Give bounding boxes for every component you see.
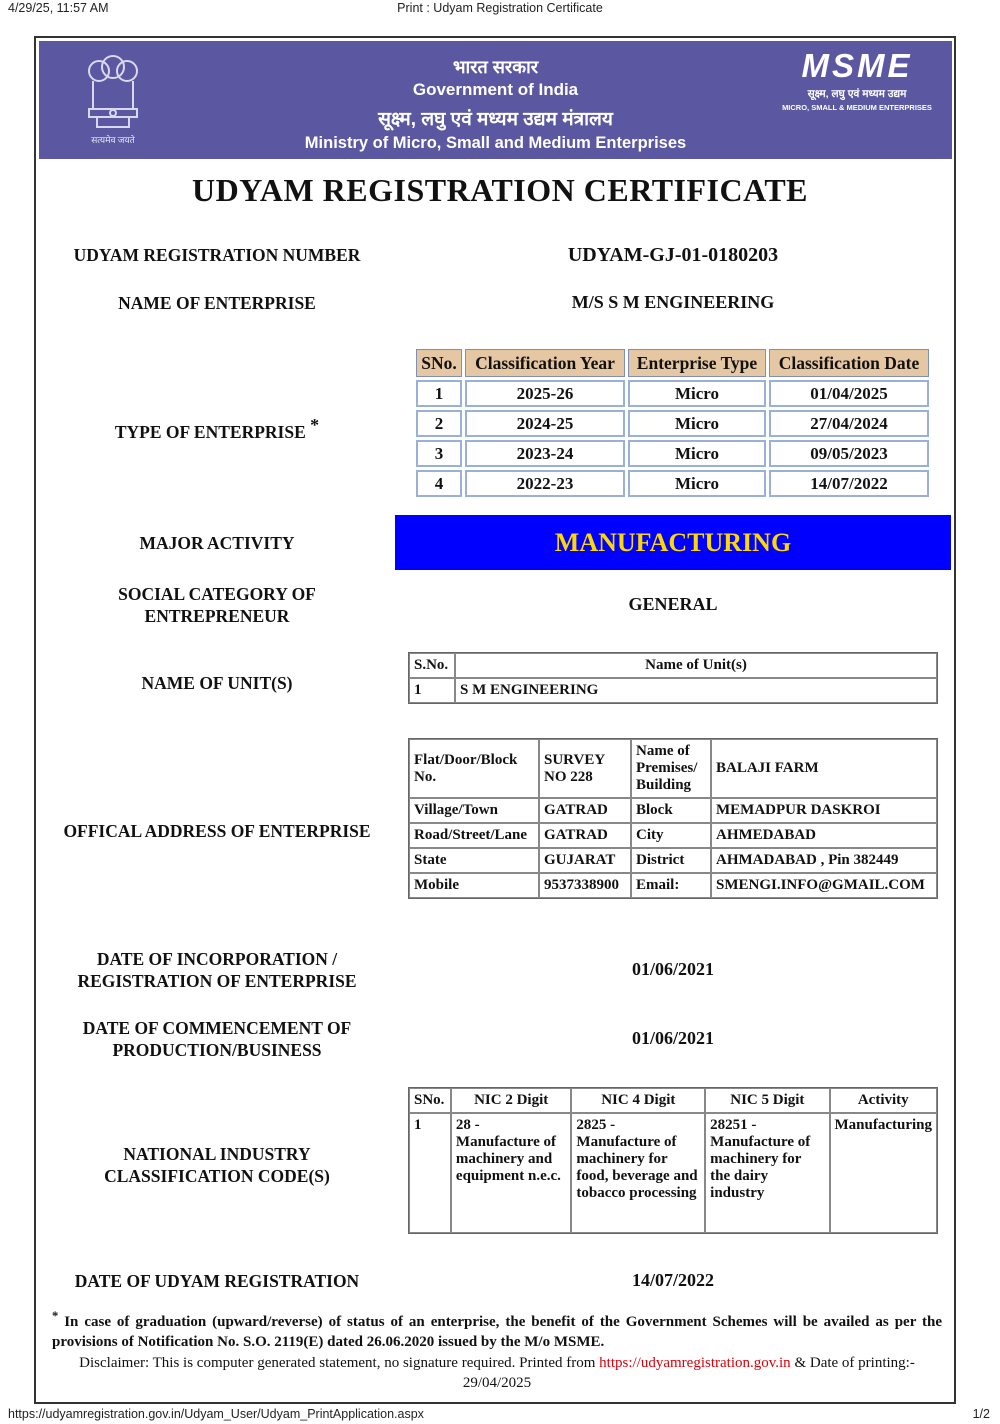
major-activity-label: MAJOR ACTIVITY xyxy=(139,533,295,553)
nic-header-row xyxy=(409,1088,937,1113)
table-cell: 2 xyxy=(416,410,462,437)
classification-header-row xyxy=(416,349,929,377)
table-cell: State xyxy=(409,848,539,873)
enterprise-name-value: M/S S M ENGINEERING xyxy=(571,292,775,312)
table-cell: GATRAD xyxy=(539,798,631,823)
table-cell: Micro xyxy=(628,380,766,407)
table-cell: GATRAD xyxy=(539,823,631,848)
table-cell: SMENGI.INFO@GMAIL.COM xyxy=(711,873,937,898)
units-label: NAME OF UNIT(S) xyxy=(141,673,293,693)
table-cell: Micro xyxy=(628,410,766,437)
table-cell: Manufacturing xyxy=(830,1113,938,1233)
banner-ministry: Ministry of Micro, Small and Medium Enterprises xyxy=(304,134,687,152)
msme-logo xyxy=(782,49,932,119)
emblem-motto: सत्यमेव जयते xyxy=(91,135,135,145)
print-page-number: 1/2 xyxy=(972,1407,990,1421)
disclaimer-link[interactable]: https://udyamregistration.gov.in xyxy=(599,1355,791,1371)
table-cell: Village/Town xyxy=(409,798,539,823)
disclaimer-text: & Date of printing:- xyxy=(794,1355,915,1371)
table-cell: S M ENGINEERING xyxy=(455,678,937,703)
classification-header: Classification Year xyxy=(465,349,625,377)
table-row xyxy=(409,678,937,703)
classification-header: Enterprise Type xyxy=(628,349,766,377)
nic-header: Activity xyxy=(830,1088,938,1113)
table-cell: 28 - Manufacture of machinery and equipment n.e.c. xyxy=(451,1113,572,1233)
nic-label-line: NATIONAL INDUSTRY xyxy=(123,1144,311,1164)
table-cell: Road/Street/Lane xyxy=(409,823,539,848)
print-footer xyxy=(0,1406,1000,1424)
table-cell: 2024-25 xyxy=(465,410,625,437)
type-label-star: * xyxy=(310,415,320,435)
social-category-label-line: ENTREPRENEUR xyxy=(144,606,290,626)
table-cell: City xyxy=(631,823,711,848)
table-cell: BALAJI FARM xyxy=(711,739,937,798)
disclaimer-date: 29/04/2025 xyxy=(462,1375,532,1391)
reg-number-value: UDYAM-GJ-01-0180203 xyxy=(567,244,779,266)
table-row xyxy=(409,873,937,898)
print-page-title: Print : Udyam Registration Certificate xyxy=(397,1,603,15)
banner-hindi-gov: भारत सरकार xyxy=(452,57,539,77)
table-cell: SURVEY NO 228 xyxy=(539,739,631,798)
commencement-label-line: PRODUCTION/BUSINESS xyxy=(112,1040,322,1060)
table-row xyxy=(409,848,937,873)
enterprise-name-label: NAME OF ENTERPRISE xyxy=(118,293,316,313)
msme-hindi: सूक्ष्म, लघु एवं मध्यम उद्यम xyxy=(807,88,907,100)
reg-number-label: UDYAM REGISTRATION NUMBER xyxy=(73,245,361,265)
print-header xyxy=(0,0,1000,18)
commencement-label xyxy=(37,1017,397,1061)
table-cell: 2825 - Manufacture of machinery for food, beverage and tobacco processing xyxy=(571,1113,705,1233)
units-header: Name of Unit(s) xyxy=(455,653,937,678)
table-row xyxy=(409,1113,937,1233)
social-category-label-line: SOCIAL CATEGORY OF xyxy=(118,584,316,604)
table-row xyxy=(409,798,937,823)
table-cell: 09/05/2023 xyxy=(769,440,929,467)
units-table xyxy=(408,652,938,704)
table-cell: Micro xyxy=(628,440,766,467)
print-datetime: 4/29/25, 11:57 AM xyxy=(8,1,109,15)
table-cell: Block xyxy=(631,798,711,823)
table-cell: 27/04/2024 xyxy=(769,410,929,437)
type-label-text: TYPE OF ENTERPRISE xyxy=(114,421,306,442)
nic-header: SNo. xyxy=(409,1088,451,1113)
classification-table xyxy=(413,346,932,500)
table-row xyxy=(416,440,929,467)
table-cell: MEMADPUR DASKROI xyxy=(711,798,937,823)
address-label: OFFICAL ADDRESS OF ENTERPRISE xyxy=(63,821,371,841)
table-cell: 2023-24 xyxy=(465,440,625,467)
table-cell: 1 xyxy=(409,678,455,703)
nic-label xyxy=(37,1143,397,1187)
major-activity-value: MANUFACTURING xyxy=(395,515,951,570)
table-cell: Micro xyxy=(628,470,766,497)
social-category-label xyxy=(37,583,397,627)
nic-header: NIC 4 Digit xyxy=(571,1088,705,1113)
nic-header: NIC 5 Digit xyxy=(705,1088,829,1113)
classification-header: Classification Date xyxy=(769,349,929,377)
table-cell: 14/07/2022 xyxy=(769,470,929,497)
table-cell: GUJARAT xyxy=(539,848,631,873)
table-row xyxy=(409,823,937,848)
units-header: S.No. xyxy=(409,653,455,678)
type-label xyxy=(37,414,397,443)
table-cell: 1 xyxy=(409,1113,451,1233)
footnote xyxy=(52,1306,942,1352)
udyam-date-value: 14/07/2022 xyxy=(631,1270,714,1290)
disclaimer xyxy=(52,1353,942,1393)
units-header-row xyxy=(409,653,937,678)
table-cell: District xyxy=(631,848,711,873)
table-cell: 28251 - Manufacture of machinery for the dairy industry xyxy=(705,1113,829,1233)
nic-header: NIC 2 Digit xyxy=(451,1088,572,1113)
table-row xyxy=(416,470,929,497)
table-cell: Mobile xyxy=(409,873,539,898)
udyam-date-label: DATE OF UDYAM REGISTRATION xyxy=(74,1271,360,1291)
table-cell: 9537338900 xyxy=(539,873,631,898)
commencement-value: 01/06/2021 xyxy=(631,1028,714,1048)
table-cell: Name of Premises/ Building xyxy=(631,739,711,798)
table-row xyxy=(416,380,929,407)
table-cell: AHMEDABAD xyxy=(711,823,937,848)
print-url: https://udyamregistration.gov.in/Udyam_User/Udyam_PrintApplication.aspx xyxy=(8,1407,424,1421)
social-category-value: GENERAL xyxy=(628,594,718,614)
incorporation-value: 01/06/2021 xyxy=(631,959,714,979)
msme-subtitle: MICRO, SMALL & MEDIUM ENTERPRISES xyxy=(782,103,932,112)
msme-logo-text: MSME xyxy=(801,47,913,84)
footnote-star: * xyxy=(52,1309,59,1323)
table-cell: Email: xyxy=(631,873,711,898)
address-table xyxy=(408,738,938,899)
table-row xyxy=(416,410,929,437)
gov-banner xyxy=(39,41,952,159)
classification-header: SNo. xyxy=(416,349,462,377)
table-cell: 2022-23 xyxy=(465,470,625,497)
table-row xyxy=(409,739,937,798)
incorporation-label-line: DATE OF INCORPORATION / xyxy=(96,949,338,969)
table-cell: 1 xyxy=(416,380,462,407)
banner-gov: Government of India xyxy=(412,80,579,99)
table-cell: Flat/Door/Block No. xyxy=(409,739,539,798)
commencement-label-line: DATE OF COMMENCEMENT OF xyxy=(82,1018,352,1038)
incorporation-label xyxy=(37,948,397,992)
table-cell: 01/04/2025 xyxy=(769,380,929,407)
footnote-text: In case of graduation (upward/reverse) of status of an enterprise, the benefit of the Government Schemes will be availed as per the provisions of Notification No. S.O. 2119(E) dated 26.06.2020 issued by the M/o MSME. xyxy=(52,1314,943,1350)
table-cell: AHMADABAD , Pin 382449 xyxy=(711,848,937,873)
incorporation-label-line: REGISTRATION OF ENTERPRISE xyxy=(77,971,357,991)
banner-hindi-ministry: सूक्ष्म, लघु एवं मध्यम उद्यम मंत्रालय xyxy=(378,109,613,130)
disclaimer-text: Disclaimer: This is computer generated statement, no signature required. Printed from xyxy=(79,1355,596,1371)
nic-label-line: CLASSIFICATION CODE(S) xyxy=(104,1166,330,1186)
table-cell: 2025-26 xyxy=(465,380,625,407)
nic-table xyxy=(408,1087,938,1234)
table-cell: 3 xyxy=(416,440,462,467)
table-cell: 4 xyxy=(416,470,462,497)
certificate-title: UDYAM REGISTRATION CERTIFICATE xyxy=(191,172,809,208)
